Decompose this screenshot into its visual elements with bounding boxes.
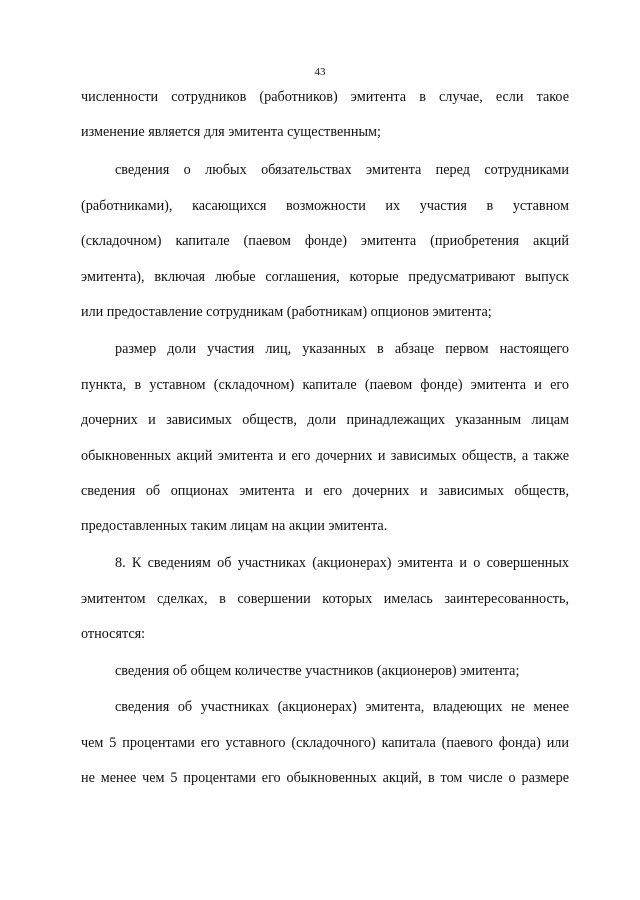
text-line: эмитентом сделках, в совершении которых имелась заинтересованность, — [81, 591, 569, 607]
text-line: численности сотрудников (работников) эмитента в случае, если такое — [81, 89, 569, 105]
text-line: сведения об общем количестве участников (акционеров) эмитента; — [115, 663, 520, 679]
text-line: или предоставление сотрудникам (работникам) опционов эмитента; — [81, 304, 492, 320]
text-line: предоставленных таким лицам на акции эмитента. — [81, 518, 388, 534]
text-line: изменение является для эмитента существенным; — [81, 124, 381, 140]
page-number: 43 — [314, 66, 326, 78]
text-line: сведения об опционах эмитента и его дочерних и зависимых обществ, — [81, 483, 569, 499]
text-line: относятся: — [81, 626, 146, 642]
text-line: обыкновенных акций эмитента и его дочерних и зависимых обществ, а также — [81, 448, 569, 464]
text-line: сведения об участниках (акционерах) эмитента, владеющих не менее — [115, 699, 569, 715]
text-line: (работниками), касающихся возможности их участия в уставном — [81, 198, 569, 214]
text-line: (складочном) капитале (паевом фонде) эмитента (приобретения акций — [81, 233, 569, 249]
text-line: эмитента), включая любые соглашения, которые предусматривают выпуск — [81, 269, 569, 285]
text-line: 8. К сведениям об участниках (акционерах) эмитента и о совершенных — [115, 555, 569, 571]
text-line: пункта, в уставном (складочном) капитале (паевом фонде) эмитента и его — [81, 377, 569, 393]
text-line: не менее чем 5 процентами его обыкновенных акций, в том числе о размере — [81, 770, 569, 786]
text-line: размер доли участия лиц, указанных в абзаце первом настоящего — [115, 341, 569, 357]
text-line: чем 5 процентами его уставного (складочного) капитала (паевого фонда) или — [81, 735, 569, 751]
text-line: дочерних и зависимых обществ, доли принадлежащих указанным лицам — [81, 412, 569, 428]
text-line: сведения о любых обязательствах эмитента перед сотрудниками — [115, 162, 569, 178]
